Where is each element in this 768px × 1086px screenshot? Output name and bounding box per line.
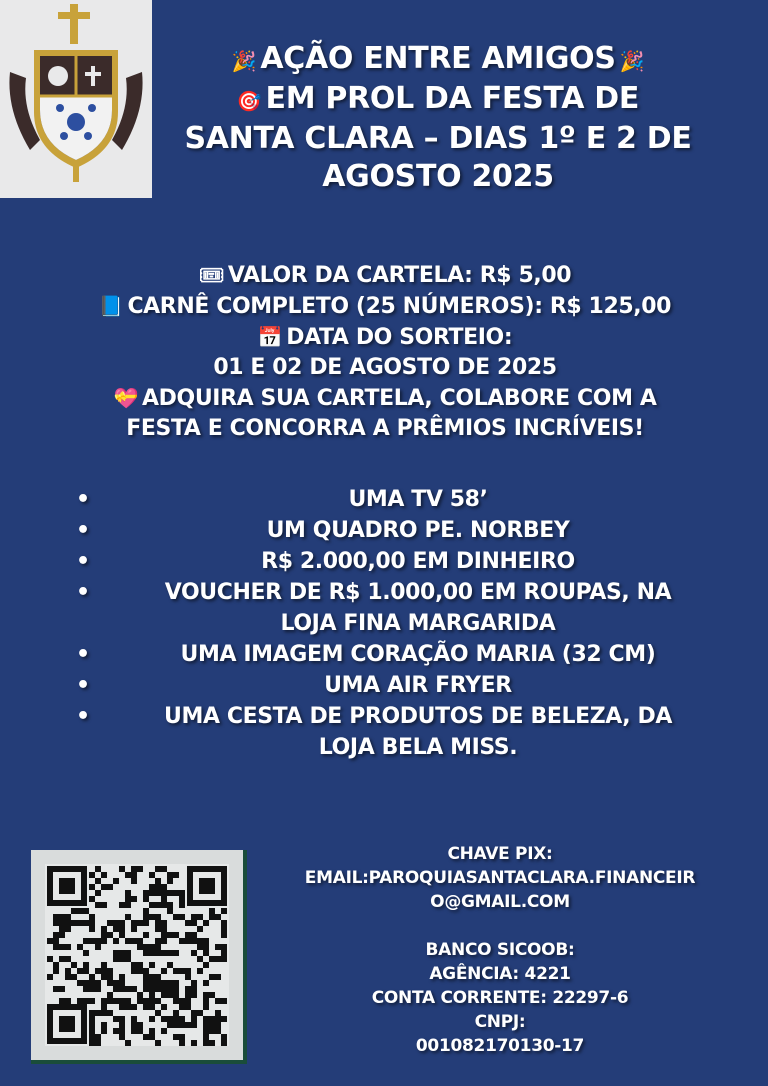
pix-label: CHAVE PIX: [447,844,553,864]
bullet: • [76,518,90,543]
cnpj-label: CNPJ: [474,1012,526,1032]
prize-item [70,639,730,670]
bank-account: CONTA CORRENTE: 22297-6 [371,988,629,1008]
prize-item [70,670,730,701]
prize-text: R$ 2.000,00 EM DINHEIRO [261,549,575,574]
bank-name: BANCO SICOOB: [425,940,575,960]
target-icon: 🎯 [236,89,262,113]
raffle-info [40,260,730,444]
bank-agency: AGÊNCIA: 4221 [429,964,571,984]
payment-info [270,842,730,1058]
poster-title [168,40,708,196]
bullet: • [76,642,90,667]
booklet-price: CARNÊ COMPLETO (25 NÚMEROS): R$ 125,00 [127,294,672,319]
pix-email-line-2: O@GMAIL.COM [430,892,570,912]
bullet: • [76,549,90,574]
prize-item [70,701,730,763]
prize-text: UMA CESTA DE PRODUTOS DE BELEZA, DA [164,704,672,729]
title-line-4: AGOSTO 2025 [322,159,554,194]
prize-item [70,546,730,577]
prize-text: UMA AIR FRYER [324,673,512,698]
prize-item [70,577,730,639]
prize-item [70,484,730,515]
prize-list [70,484,730,763]
bullet: • [76,673,90,698]
pix-qr-code[interactable] [31,850,247,1064]
draw-date-label: DATA DO SORTEIO: [286,325,513,350]
book-icon: 📘 [98,294,124,318]
card-price: VALOR DA CARTELA: R$ 5,00 [227,263,572,288]
pix-email-line-1: EMAIL:PAROQUIASANTACLARA.FINANCEIR [304,868,696,888]
party-popper-icon: 🎉 [619,49,645,73]
bullet: • [76,580,90,605]
parish-logo [0,0,152,198]
ticket-icon: 🎟 [198,263,224,287]
prize-text: UMA IMAGEM CORAÇÃO MARIA (32 CM) [180,642,656,667]
prize-text-cont: LOJA BELA MISS. [318,735,518,760]
prize-text: UM QUADRO PE. NORBEY [266,518,570,543]
prize-text-cont: LOJA FINA MARGARIDA [280,611,556,636]
cnpj-value: 001082170130-17 [415,1036,585,1056]
calendar-icon: 📅 [257,325,283,349]
spacer [270,914,730,938]
cta-line-2: FESTA E CONCORRA A PRÊMIOS INCRÍVEIS! [126,416,644,441]
title-line-1: AÇÃO ENTRE AMIGOS [260,41,616,76]
parish-seal-icon [0,0,152,198]
qr-code-icon [31,850,243,1060]
prize-text: UMA TV 58’ [348,487,488,512]
bullet: • [76,487,90,512]
title-line-3: SANTA CLARA – DIAS 1º E 2 DE [184,121,692,156]
party-popper-icon: 🎉 [231,49,257,73]
bullet: • [76,704,90,729]
cta-line-1: ADQUIRA SUA CARTELA, COLABORE COM A [142,386,657,411]
prize-item [70,515,730,546]
prize-text: VOUCHER DE R$ 1.000,00 EM ROUPAS, NA [164,580,672,605]
title-line-2: EM PROL DA FESTA DE [265,81,640,116]
heart-gift-icon: 💝 [113,386,139,410]
draw-date-value: 01 E 02 DE AGOSTO DE 2025 [213,355,557,380]
